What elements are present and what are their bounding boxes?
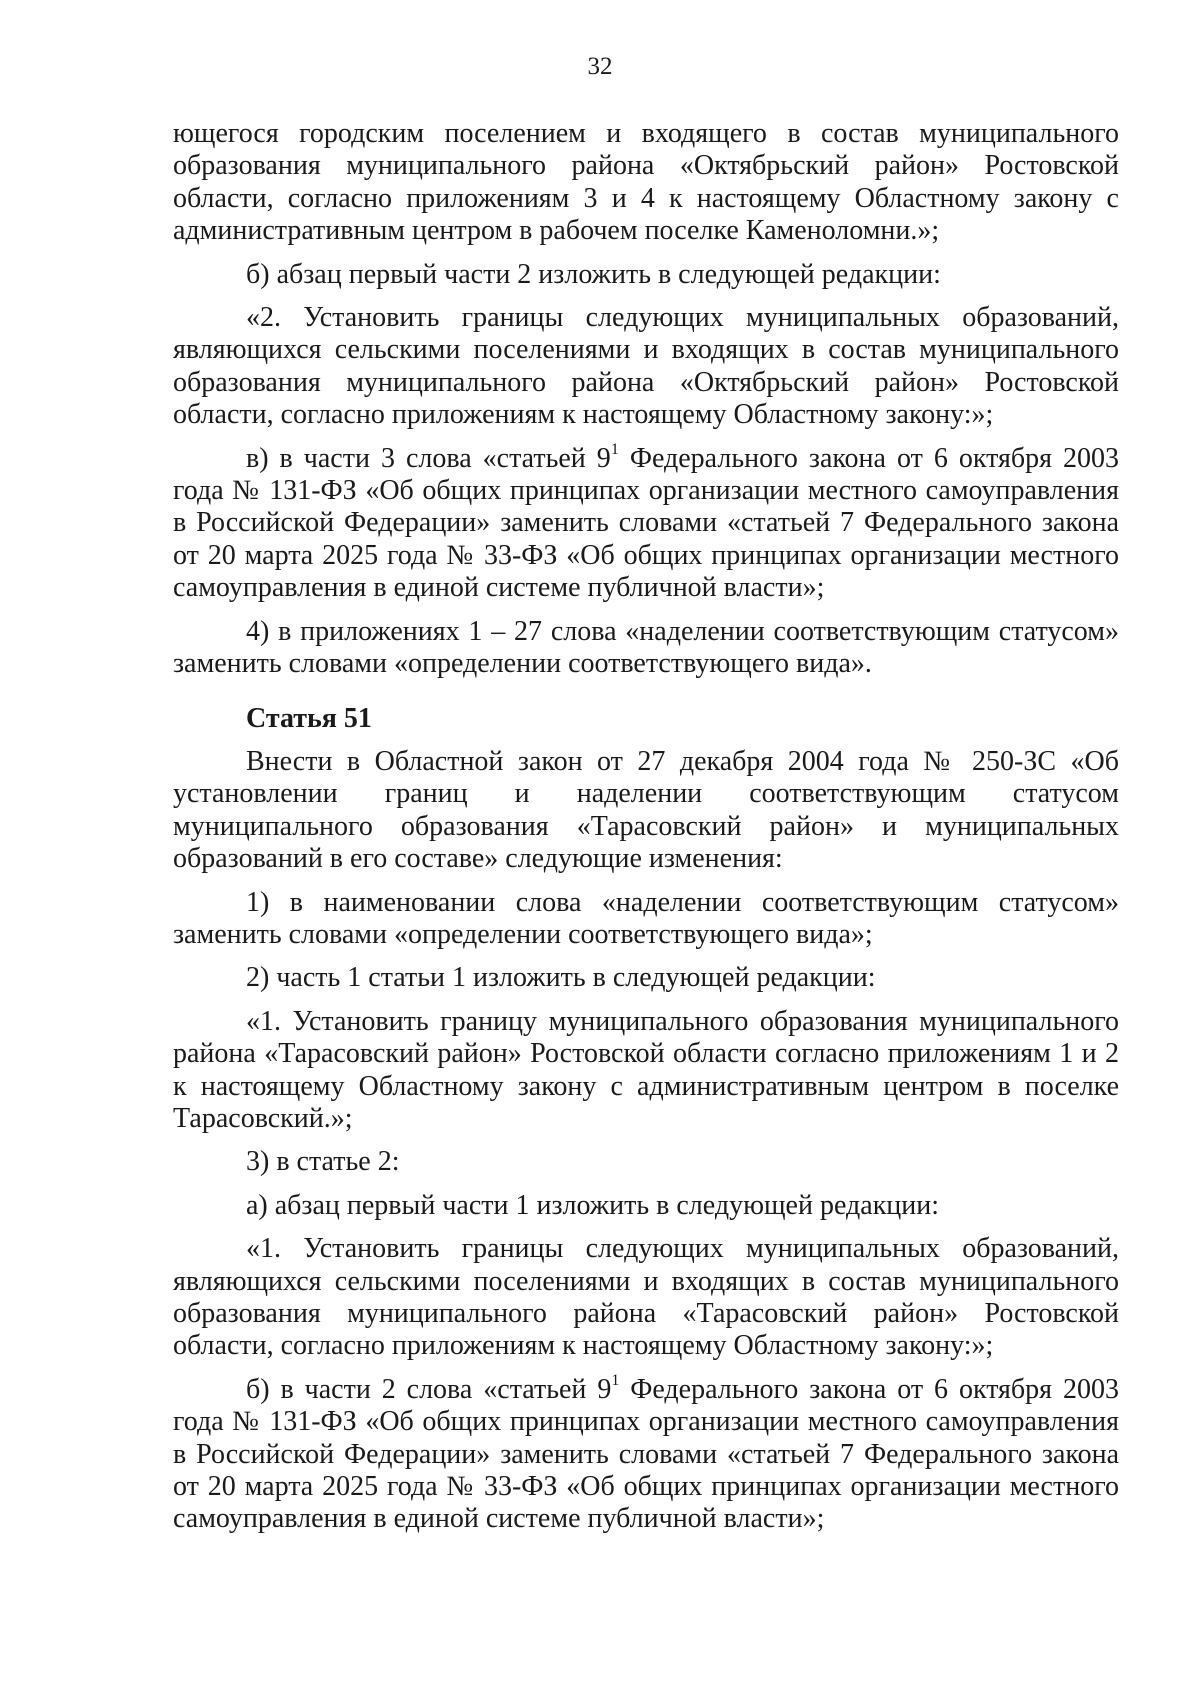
paragraph: «1. Установить границу муниципального образования муниципального района «Тарасовский район» Ростовской области согласно приложениям 1 и 2 к настоящему Областному закону с административным центром в поселке Тарасовский.»; xyxy=(173,1005,1119,1134)
paragraph: а) абзац первый части 1 изложить в следующей редакции: xyxy=(246,1189,940,1221)
paragraph: «2. Установить границы следующих муниципальных образований, являющихся сельскими поселениями и входящих в состав муниципального образования муниципального района «Октябрьский район» Ростовской области, согласно приложениям к настоящему Областному закону:»; xyxy=(173,302,1119,431)
paragraph: Внести в Областной закон от 27 декабря 2004 года № 250-ЗС «Об установлении границ и наделении соответствующим статусом муниципального образования «Тарасовский район» и муниципальных образований в его составе» следующие изменения: xyxy=(173,745,1119,875)
paragraph-text: в) в части 3 слова «статьей 9 xyxy=(246,442,611,474)
paragraph xyxy=(173,1374,1119,1536)
paragraph-text: Федерального закона от 6 октября 2003 года № 131-ФЗ «Об общих принципах организации местного самоуправления в Российской Федерации» заменить словами «статьей 7 Федерального закона от 20 марта 2025 года № 33-ФЗ «Об общих принципах организации местного самоуправления в единой системе публичной власти»; xyxy=(173,1373,1119,1535)
paragraph: 1) в наименовании слова «наделении соответствующим статусом» заменить словами «определении соответствующего вида»; xyxy=(173,886,1119,950)
article-heading: Статья 51 xyxy=(246,702,372,734)
page-number: 32 xyxy=(587,53,613,80)
paragraph: 4) в приложениях 1 – 27 слова «наделении соответствующим статусом» заменить словами «определении соответствующего вида». xyxy=(173,615,1119,680)
paragraph: б) абзац первый части 2 изложить в следующей редакции: xyxy=(246,258,941,290)
paragraph: 2) часть 1 статьи 1 изложить в следующей редакции: xyxy=(246,962,876,994)
paragraph: 3) в статье 2: xyxy=(246,1146,400,1178)
paragraph-text: Федерального закона от 6 октября 2003 года № 131-ФЗ «Об общих принципах организации местного самоуправления в Российской Федерации» заменить словами «статьей 7 Федерального закона от 20 марта 2025 года № 33-ФЗ «Об общих принципах организации местного самоуправления в единой системе публичной власти»; xyxy=(173,442,1119,604)
paragraph-text: б) в части 2 слова «статьей 9 xyxy=(246,1373,612,1405)
paragraph: «1. Установить границы следующих муниципальных образований, являющихся сельскими поселениями и входящих в состав муниципального образования муниципального района «Тарасовский район» Ростовской области, согласно приложениям к настоящему Областному закону:»; xyxy=(173,1233,1119,1362)
document-body xyxy=(173,118,1119,1547)
paragraph xyxy=(173,443,1119,605)
superscript: 1 xyxy=(611,1372,620,1390)
paragraph-continuation: ющегося городским поселением и входящего в состав муниципального образования муниципального района «Октябрьский район» Ростовской области, согласно приложениям 3 и 4 к настоящему Областному закону с административным центром в рабочем поселке Каменоломни.»; xyxy=(173,118,1119,247)
superscript: 1 xyxy=(610,441,619,459)
